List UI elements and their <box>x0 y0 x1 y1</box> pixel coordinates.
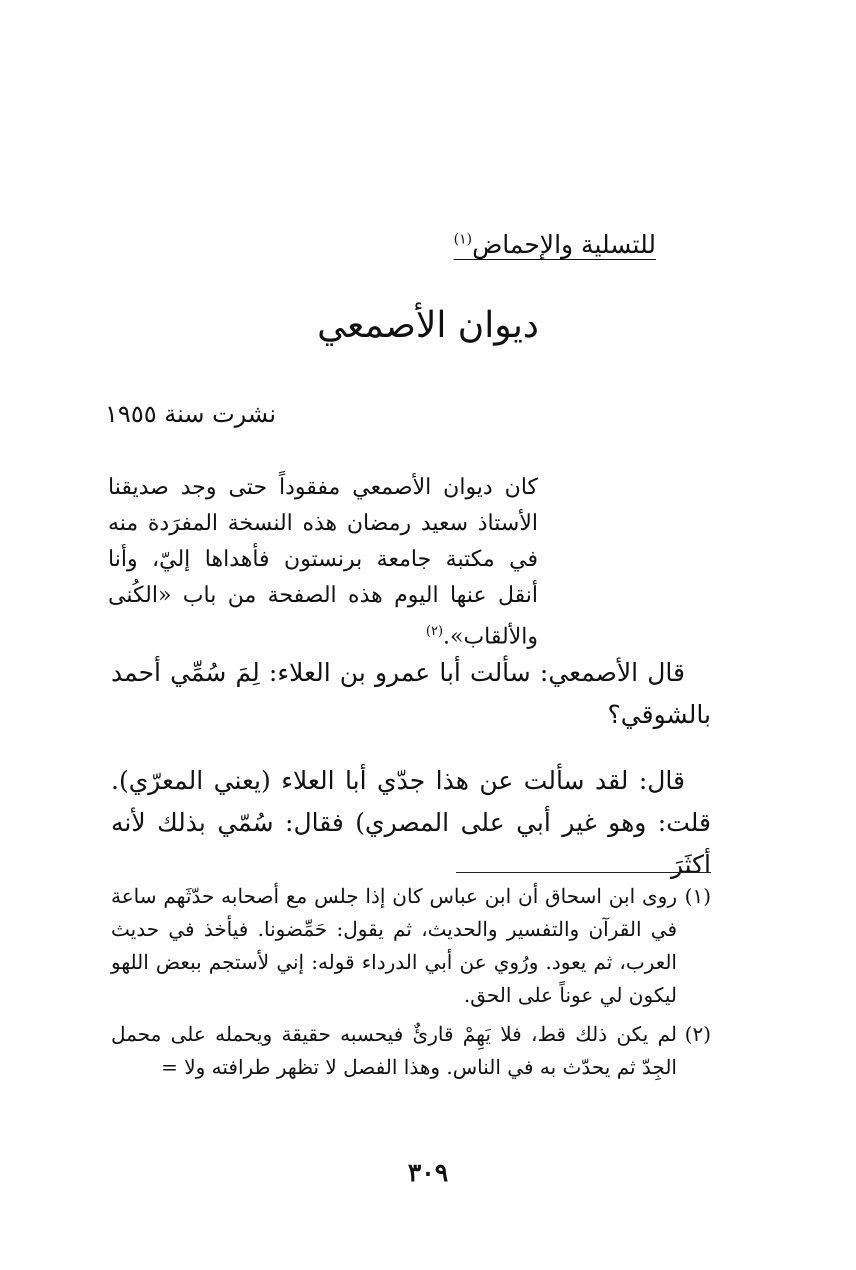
footnote-2-text: لم يكن ذلك قط، فلا يَهِمْ قارئٌ فيحسبه حقيقة ويحمله على محمل الجِدّ ثم يحدّث به في الناس. وهذا الفصل لا تظهر طرافته ولا = <box>111 1022 677 1079</box>
footnote-1-text: روى ابن اسحاق أن ابن عباس كان إذا جلس مع أصحابه حدّثَهم ساعة في القرآن والتفسير والحديث، ثم يقول: حَمِّضونا. فيأخذ في حديث العرب، ثم يعود. ورُوي عن أبي الدرداء قوله: إني لأستجم ببعض اللهو ليكون لي عوناً على الحق. <box>111 884 677 1007</box>
intro-text: كان ديوان الأصمعي مفقوداً حتى وجد صديقنا الأستاذ سعيد رمضان هذه النسخة المفرَدة منه في مكتبة جامعة برنستون فأهداها إليّ، وأنا أنقل عنها اليوم هذه الصفحة من باب «الكُنى والألقاب». <box>108 475 538 650</box>
footnote-divider <box>456 872 711 873</box>
footnote-ref-2[interactable]: (٢) <box>425 624 444 639</box>
footnote-2 <box>111 1018 711 1084</box>
publication-note: نشرت سنة ١٩٥٥ <box>105 400 276 428</box>
section-label-text: للتسلية والإحماض <box>472 230 656 259</box>
page-number: ٣٠٩ <box>407 1158 449 1187</box>
footnotes <box>111 880 711 1090</box>
body-paragraph-2: قال: لقد سألت عن هذا جدّي أبا العلاء (يعني المعرّي). قلت: وهو غير أبي على المصري) فقال: سُمّي بذلك لأنه أكثَرَ <box>111 766 711 879</box>
article-title: ديوان الأصمعي <box>317 305 539 346</box>
footnote-ref-1[interactable]: (١) <box>453 231 473 248</box>
body-paragraph-1: قال الأصمعي: سألت أبا عمرو بن العلاء: لِمَ سُمِّي أحمد بالشوقي؟ <box>111 658 711 729</box>
intro-paragraph <box>108 470 538 655</box>
section-label <box>454 230 656 259</box>
footnote-2-number: (٢) <box>684 1022 711 1046</box>
footnote-1-number: (١) <box>684 884 711 908</box>
footnote-1 <box>111 880 711 1012</box>
